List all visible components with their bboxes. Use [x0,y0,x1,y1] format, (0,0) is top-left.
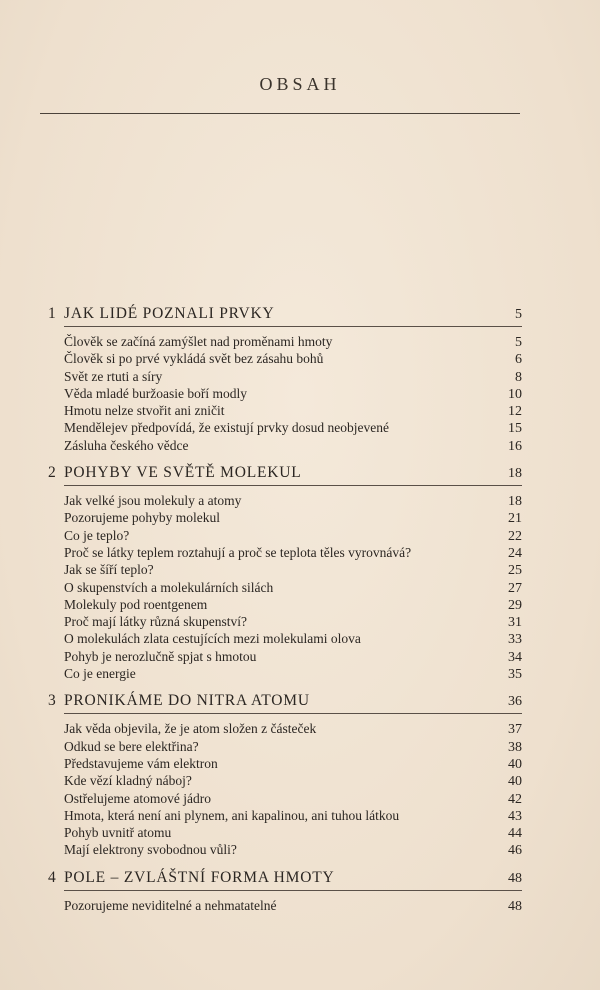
toc-entry-page-number: 29 [508,597,522,613]
toc-entry-page-number: 18 [508,494,522,510]
toc-entry [48,333,522,350]
toc-entry-title: Mendělejev předpovídá, že existují prvky dosud neobjevené [64,420,390,436]
toc-entry-page-number: 21 [508,511,522,527]
toc-entry-title: Věda mladé buržoasie boří modly [64,385,247,401]
toc-entry [48,419,522,436]
toc-entry [48,437,522,454]
chapter-number: 1 [48,305,57,322]
chapter-title: JAK LIDÉ POZNALI PRVKY [64,305,275,322]
toc-entry-page-number: 8 [515,369,522,385]
toc-entry-title: Kde vězí kladný náboj? [64,773,192,789]
toc-entry [48,755,522,772]
toc-entry-page-number: 42 [508,791,522,807]
toc-entry [48,648,522,665]
toc-entry-page-number: 43 [508,808,522,824]
toc-entry [48,527,522,544]
toc-entry-page-number: 37 [508,722,522,738]
toc-entry-title: Pozorujeme neviditelné a nehmatatelné [64,897,277,913]
toc-entry [48,561,522,578]
toc-entry-title: Pohyb je nerozlučně spjat s hmotou [64,648,257,664]
toc-entry [48,492,522,509]
toc-entry-title: Ostřelujeme atomové jádro [64,790,211,806]
chapter-rule [64,713,522,714]
toc-entry [48,824,522,841]
toc-entry-title: Molekuly pod roentgenem [64,596,208,612]
toc-entry-title: Jak velké jsou molekuly a atomy [64,493,242,509]
toc-entry-title: Hmota, která není ani plynem, ani kapalinou, ani tuhou látkou [64,807,400,823]
chapter-page-number: 48 [508,870,522,886]
toc-entry-page-number: 34 [508,649,522,665]
toc-entry-page-number: 24 [508,545,522,561]
toc-entry [48,544,522,561]
toc-entry [48,385,522,402]
toc-entry [48,509,522,526]
toc-entry-page-number: 48 [508,898,522,914]
toc-entry-title: Zásluha českého vědce [64,437,189,453]
toc-entry-page-number: 16 [508,438,522,454]
chapter-heading [48,302,522,326]
toc-entry [48,720,522,737]
toc-entry [48,402,522,419]
toc-entry-page-number: 38 [508,739,522,755]
toc-entry-title: O skupenstvích a molekulárních silách [64,579,274,595]
toc-entry-page-number: 27 [508,580,522,596]
toc-entry-title: Jak se šíří teplo? [64,562,154,578]
chapter-2 [48,461,522,689]
toc-entry-title: Hmotu nelze stvořit ani zničit [64,403,225,419]
toc-entry-page-number: 5 [515,335,522,350]
toc-entry-title: Svět ze rtuti a síry [64,368,163,384]
chapter-page-number: 36 [508,694,522,710]
chapter-spacer [48,454,522,461]
toc-entry-page-number: 12 [508,404,522,420]
toc-entry-page-number: 44 [508,826,522,842]
toc-entry-page-number: 10 [508,386,522,402]
toc-entry-page-number: 40 [508,756,522,772]
toc-entry [48,596,522,613]
toc-entry-title: Co je energie [64,666,136,682]
toc-entry-title: Člověk si po prvé vykládá svět bez zásahu bohů [64,351,324,367]
chapter-title: POLE – ZVLÁŠTNÍ FORMA HMOTY [64,868,335,886]
chapter-spacer [48,682,522,689]
chapter-page-number: 5 [515,307,522,322]
chapter-number: 2 [48,464,57,482]
toc-entry-title: O molekulách zlata cestujících mezi molekulami olova [64,631,361,647]
toc-entry [48,897,522,914]
toc-entry-page-number: 15 [508,421,522,437]
toc-entry [48,841,522,858]
toc-entry-page-number: 46 [508,843,522,859]
toc-entry-title: Člověk se začíná zamýšlet nad proměnami hmoty [64,334,333,349]
chapter-spacer [48,859,522,866]
toc-entry [48,350,522,367]
toc-entry-title: Proč mají látky různá skupenství? [64,614,247,630]
page-title: OBSAH [259,74,341,94]
title-rule [40,113,520,114]
chapter-title: POHYBY VE SVĚTĚ MOLEKUL [64,464,302,482]
chapter-4 [48,866,522,921]
toc-entry [48,368,522,385]
chapter-rule [64,890,522,891]
chapter-heading [48,461,522,485]
toc-entry-page-number: 22 [508,528,522,544]
toc-entry [48,772,522,789]
toc-entry-page-number: 33 [508,632,522,648]
toc-entry-title: Jak věda objevila, že je atom složen z částeček [64,721,317,737]
toc-entry-title: Proč se látky teplem roztahují a proč se teplota těles vyrovnává? [64,544,412,560]
chapter-heading [48,689,522,713]
chapter-rule [64,485,522,486]
toc-entry-page-number: 6 [515,352,522,368]
chapter-1 [48,302,522,461]
chapter-rule [64,326,522,327]
chapter-3 [48,689,522,865]
toc-entry [48,630,522,647]
toc-entry [48,579,522,596]
toc-entry [48,738,522,755]
chapter-page-number: 18 [508,466,522,482]
chapter-title: PRONIKÁME DO NITRA ATOMU [64,692,310,710]
chapter-number: 3 [48,692,57,710]
toc-entry-title: Mají elektrony svobodnou vůli? [64,842,237,858]
toc-entry-page-number: 40 [508,774,522,790]
toc-entry-title: Odkud se bere elektřina? [64,738,199,754]
toc-entry-title: Pozorujeme pohyby molekul [64,510,220,526]
toc-entry [48,665,522,682]
toc-entry-page-number: 31 [508,615,522,631]
table-of-contents [48,302,522,921]
toc-entry-title: Pohyb uvnitř atomu [64,825,172,841]
toc-entry-page-number: 35 [508,667,522,683]
toc-entry-page-number: 25 [508,563,522,579]
toc-entry [48,613,522,630]
toc-entry-title: Co je teplo? [64,527,130,543]
toc-entry-title: Představujeme vám elektron [64,755,218,771]
chapter-number: 4 [48,868,57,886]
toc-entry [48,807,522,824]
toc-entry [48,790,522,807]
chapter-spacer [48,914,522,921]
chapter-heading [48,866,522,890]
